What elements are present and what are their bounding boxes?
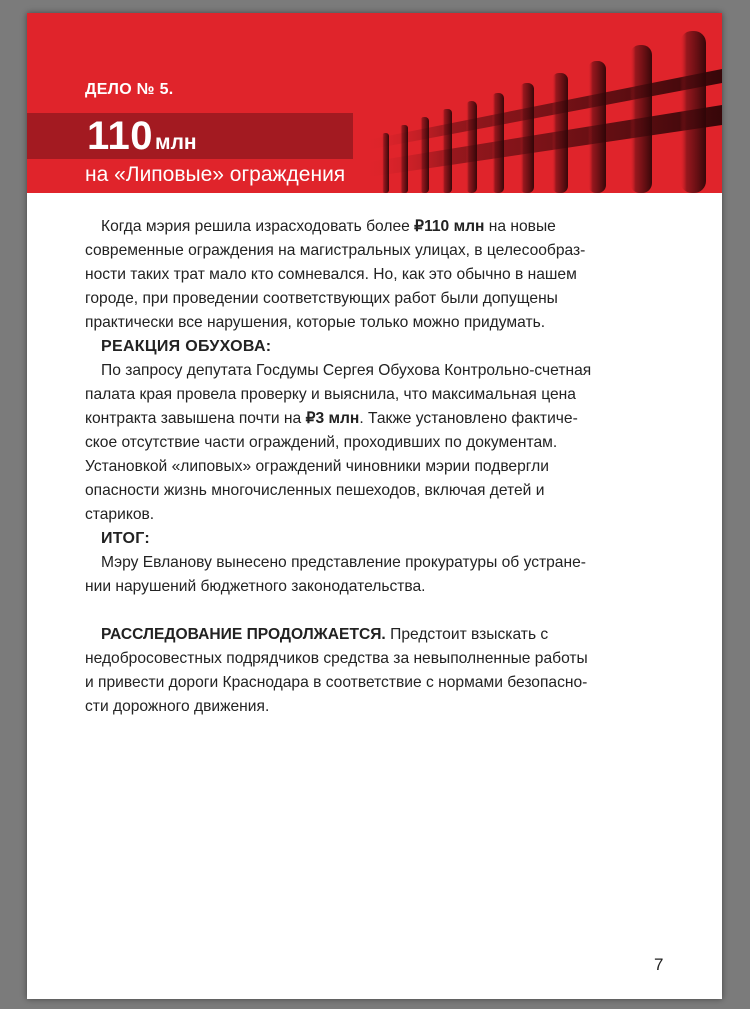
reaction-heading: РЕАКЦИЯ ОБУХОВА:: [101, 338, 272, 355]
article-body: [85, 215, 705, 719]
investigation-paragraph: [85, 623, 705, 719]
amount-number: 110: [87, 114, 154, 158]
page-number: 7: [654, 955, 664, 974]
document-page: [27, 13, 722, 999]
header-subtitle: на «Липовые» ограждения: [85, 163, 346, 186]
investigation-line: и привести дороги Краснодара в соответствие с нормами безопасно-: [85, 674, 588, 691]
reaction-line: палата края провела проверку и выяснила, что максимальная цена: [85, 386, 576, 403]
investigation-text-after: Предстоит взыскать с: [385, 626, 549, 643]
intro-text-before: Когда мэрия решила израсходовать более: [101, 218, 415, 235]
reaction-line: ское отсутствие части ограждений, проходивших по документам.: [85, 434, 558, 451]
result-line: Мэру Евланову вынесено представление прокуратуры об устране-: [101, 554, 586, 571]
reaction-line: стариков.: [85, 506, 155, 523]
result-paragraph: [85, 551, 705, 599]
result-heading: ИТОГ:: [101, 530, 151, 547]
amount-unit: млн: [155, 131, 197, 154]
header-banner: [27, 13, 722, 193]
result-line: нии нарушений бюджетного законодательства.: [85, 578, 426, 595]
investigation-heading: РАССЛЕДОВАНИЕ ПРОДОЛЖАЕТСЯ.: [101, 626, 386, 643]
intro-paragraph: [85, 215, 705, 335]
reaction-amount: ₽3 млн: [305, 410, 360, 427]
reaction-line: Установкой «липовых» ограждений чиновники мэрии подвергли: [85, 458, 549, 475]
reaction-line: опасности жизнь многочисленных пешеходов, включая детей и: [85, 482, 545, 499]
fence-illustration: [342, 13, 722, 193]
intro-text-after: на новые: [484, 218, 556, 235]
case-label: ДЕЛО № 5.: [85, 81, 174, 98]
reaction-line-before: контракта завышена почти на: [85, 410, 306, 427]
reaction-line: По запросу депутата Госдумы Сергея Обухова Контрольно-счетная: [101, 362, 592, 379]
reaction-line-after: . Также установлено фактиче-: [359, 410, 578, 427]
intro-line: практически все нарушения, которые только можно придумать.: [85, 314, 546, 331]
intro-line: современные ограждения на магистральных улицах, в целесообраз-: [85, 242, 586, 259]
intro-amount: ₽110 млн: [414, 218, 485, 235]
investigation-line: недобросовестных подрядчиков средства за невыполненные работы: [85, 650, 588, 667]
intro-line: ности таких трат мало кто сомневался. Но, как это обычно в нашем: [85, 266, 577, 283]
investigation-line: сти дорожного движения.: [85, 698, 270, 715]
amount-title: [87, 113, 197, 168]
reaction-paragraph: [85, 359, 705, 527]
intro-line: городе, при проведении соответствующих работ были допущены: [85, 290, 558, 307]
